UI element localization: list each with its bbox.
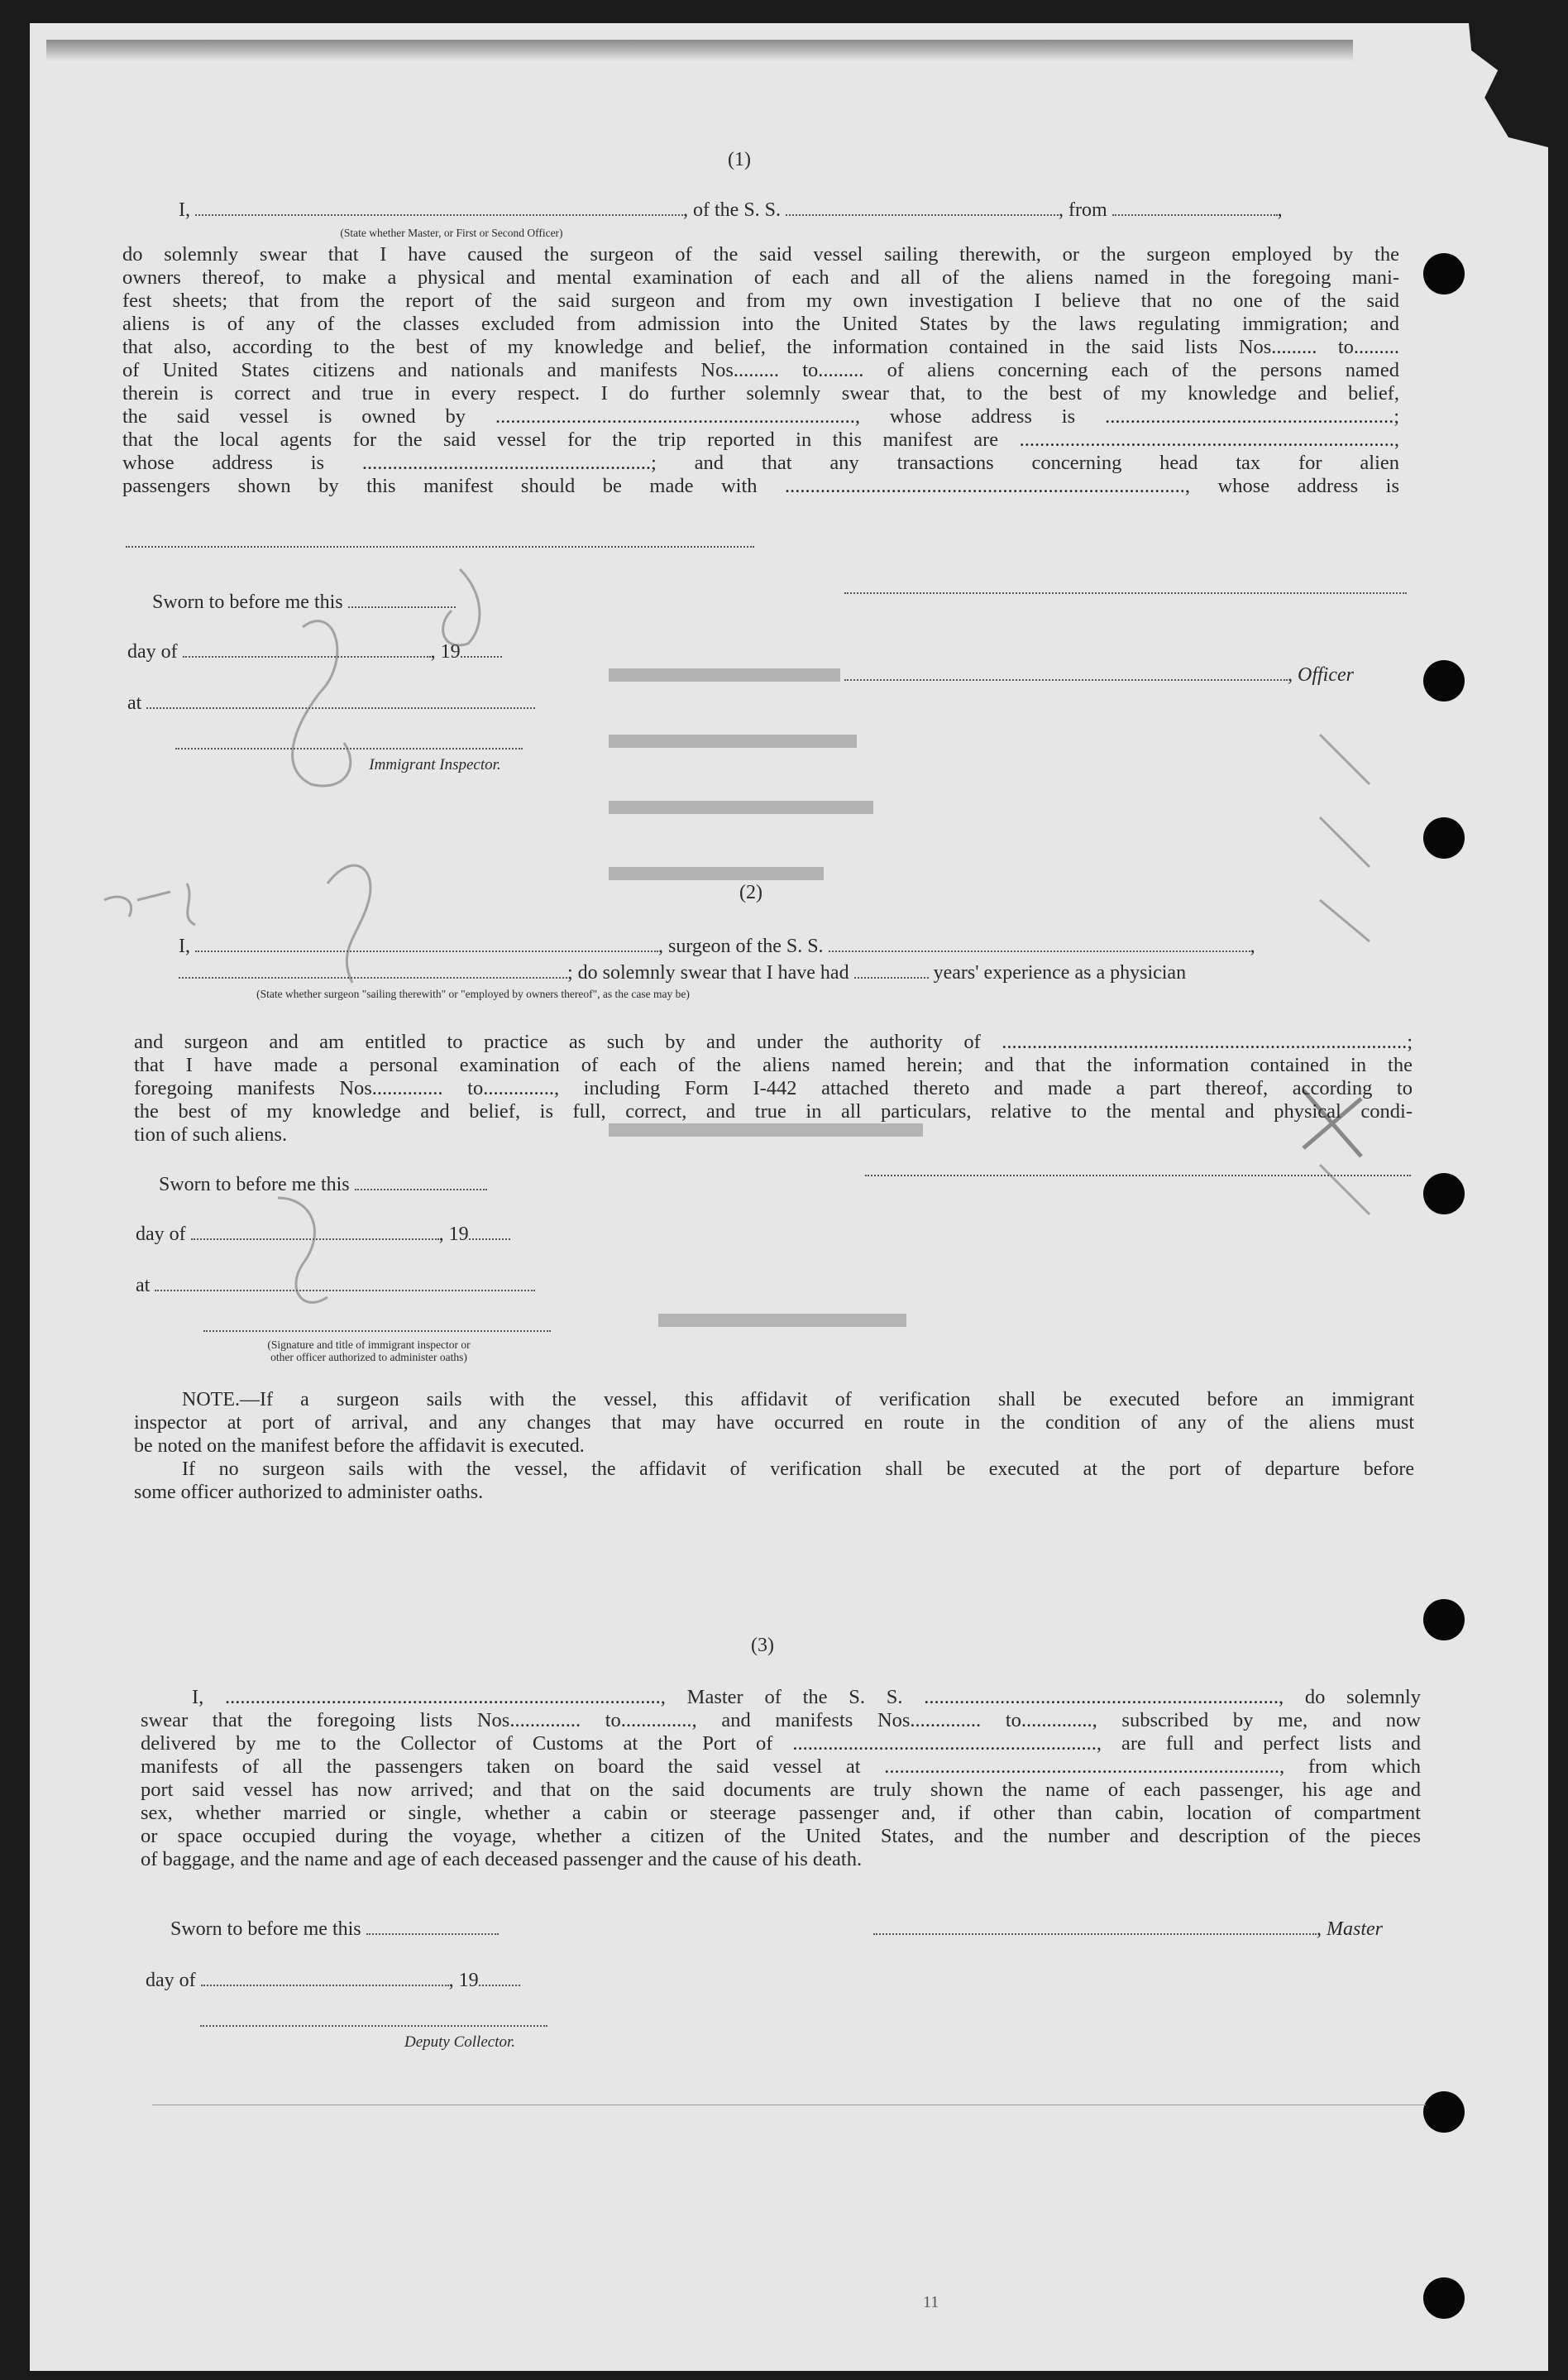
- punct: ,: [1277, 199, 1283, 221]
- label-from: , from: [1059, 199, 1107, 221]
- at-line-2: [136, 1274, 535, 1297]
- address-rule: [126, 546, 754, 548]
- oath-line: swear that the foregoing lists Nos.............. to.............., and manifests Nos.............. to.............., subscribed by me, and now: [141, 1709, 1421, 1731]
- note-line: If no surgeon sails with the vessel, the affidavit of verification shall be executed at the port of departure before: [182, 1458, 1414, 1480]
- note-paragraph-2: [134, 1458, 1414, 1504]
- officer-signature-rule-1: [844, 592, 1407, 594]
- label-surgeon-of: , surgeon of the S. S.: [658, 936, 824, 957]
- oath-line: manifests of all the passengers taken on board the said vessel at .............................................................................., from which: [141, 1755, 1421, 1778]
- sworn-label: Sworn to before me this: [152, 591, 343, 613]
- section-1-officer-note: (State whether Master, or First or Second Officer): [340, 227, 563, 239]
- punch-hole: [1423, 2091, 1465, 2133]
- section-2-number: (2): [739, 882, 762, 903]
- section-3-number: (3): [751, 1635, 774, 1656]
- faded-typed-text: [609, 735, 857, 748]
- section-1-number: (1): [728, 149, 751, 170]
- year-label: , 19: [438, 1224, 469, 1245]
- oath-line: tion of such aliens.: [134, 1123, 288, 1146]
- section-2-signature-note: [187, 1338, 551, 1363]
- oath-line: port said vessel has now arrived; and that on the said documents are truly shown the name of each passenger, his age and: [141, 1779, 1421, 1801]
- day-of-line-2: [136, 1223, 510, 1246]
- signature-note-line: (Signature and title of immigrant inspector or: [267, 1338, 471, 1351]
- faded-typed-text: [609, 668, 840, 682]
- section-3-oath: [141, 1686, 1421, 1871]
- note-paragraph-1: [134, 1388, 1414, 1458]
- oath-line: passengers shown by this manifest should be made with ..............................................................................., whose address is: [122, 475, 1399, 497]
- sworn-line-3: [170, 1918, 499, 1941]
- faded-typed-text: [609, 867, 824, 880]
- immigrant-inspector-label: Immigrant Inspector.: [369, 756, 501, 773]
- oath-line: the said vessel is owned by ......................................................................., whose address is .........................................................;: [122, 405, 1399, 428]
- sworn-label: Sworn to before me this: [170, 1918, 361, 1940]
- oath-line: I, ......................................................................................, Master of the S. S. ......................................................................, do solemnly: [192, 1686, 1421, 1708]
- label-years: years' experience as a physician: [933, 962, 1187, 984]
- collector-rule: [200, 2025, 547, 2027]
- at-label: at: [136, 1275, 151, 1296]
- punch-hole: [1423, 660, 1465, 702]
- oath-line: owners thereof, to make a physical and mental examination of each and all of the aliens named in the foregoing mani-: [122, 266, 1399, 289]
- oath-line: delivered by me to the Collector of Customs at the Port of ............................................................, are full and perfect lists and: [141, 1732, 1421, 1755]
- oath-line: that I have made a personal examination of each of the aliens named herein; and that the information contained in the: [134, 1054, 1413, 1076]
- oath-line: that also, according to the best of my knowledge and belief, the information contained in the said lists Nos......... to.........: [122, 336, 1399, 358]
- oath-line: of United States citizens and nationals and manifests Nos......... to......... of aliens concerning each of the persons named: [122, 359, 1399, 381]
- sworn-line-1: [152, 591, 456, 614]
- section-2-line-1: [179, 935, 1255, 958]
- punch-hole: [1423, 2277, 1465, 2319]
- oath-line: sex, whether married or single, whether a cabin or steerage passenger and, if other than cabin, location of compartment: [141, 1802, 1421, 1824]
- sworn-label: Sworn to before me this: [159, 1174, 350, 1195]
- section-1-line-1: [179, 199, 1283, 222]
- oath-line: whose address is .........................................................; and that any transactions concerning head tax for alien: [122, 452, 1399, 474]
- oath-line: therein is correct and true in every respect. I do further solemnly swear that, to the best of my knowledge and belief,: [122, 382, 1399, 405]
- oath-line: the best of my knowledge and belief, is full, correct, and true in all particulars, relative to the mental and physical condi-: [134, 1100, 1413, 1123]
- inspector-rule-2: [203, 1330, 551, 1332]
- oath-line: do solemnly swear that I have caused the surgeon of the said vessel sailing therewith, or the surgeon employed by the: [122, 243, 1399, 266]
- master-label: , Master: [1317, 1918, 1383, 1940]
- oath-line: of baggage, and the name and age of each deceased passenger and the cause of his death.: [141, 1848, 863, 1870]
- section-1-oath: [122, 243, 1399, 498]
- document-page: [30, 23, 1548, 2371]
- faded-typed-text: [609, 801, 873, 814]
- sworn-line-2: [159, 1173, 487, 1196]
- torn-corner: [1416, 23, 1548, 147]
- day-of-label: day of: [127, 641, 178, 663]
- deputy-collector-label: Deputy Collector.: [404, 2033, 516, 2051]
- note-line: some officer authorized to administer oaths.: [134, 1482, 484, 1503]
- punch-hole: [1423, 253, 1465, 295]
- page-footer-number: 11: [923, 2293, 939, 2311]
- at-line-1: [127, 692, 535, 715]
- officer-line: [844, 663, 1354, 687]
- year-label: , 19: [448, 1970, 479, 1991]
- surgeon-signature-rule: [865, 1175, 1411, 1176]
- oath-line: fest sheets; that from the report of the said surgeon and from my own investigation I believe that no one of the said: [122, 290, 1399, 312]
- faded-typed-text: [658, 1314, 906, 1327]
- section-2-line-2: [179, 961, 1186, 984]
- section-2-surgeon-note: (State whether surgeon "sailing therewith" or "employed by owners thereof", as the case may be): [256, 988, 690, 1000]
- day-of-label: day of: [136, 1224, 186, 1245]
- label-i: I,: [179, 936, 190, 957]
- day-of-line-1: [127, 640, 502, 663]
- at-label: at: [127, 692, 142, 714]
- signature-note-line: other officer authorized to administer oaths): [270, 1351, 467, 1363]
- day-of-label: day of: [146, 1970, 196, 1991]
- oath-line: or space occupied during the voyage, whether a citizen of the United States, and the number and description of the pieces: [141, 1825, 1421, 1847]
- punch-hole: [1423, 1173, 1465, 1214]
- scan-top-edge: [46, 40, 1353, 61]
- note-line: inspector at port of arrival, and any changes that may have occurred en route in the condition of any of the aliens must: [134, 1412, 1414, 1434]
- pencil-mark: [104, 884, 195, 925]
- punch-hole: [1423, 817, 1465, 859]
- note-line: be noted on the manifest before the affidavit is executed.: [134, 1435, 585, 1457]
- year-label: , 19: [430, 641, 461, 663]
- oath-line: and surgeon and am entitled to practice as such by and under the authority of ................................................................................;: [134, 1031, 1413, 1053]
- inspector-rule: [175, 748, 523, 749]
- punch-hole: [1423, 1599, 1465, 1640]
- oath-line: aliens is of any of the classes excluded from admission into the United States by the laws regulating immigration; and: [122, 313, 1399, 335]
- punct: ,: [1250, 936, 1255, 957]
- oath-line: that the local agents for the said vessel for the trip reported in this manifest are ..........................................................................,: [122, 429, 1399, 451]
- note-line: NOTE.—If a surgeon sails with the vessel, this affidavit of verification shall be executed before an immigrant: [182, 1389, 1414, 1410]
- oath-line: foregoing manifests Nos.............. to.............., including Form I-442 attached thereto and made a part thereof, according to: [134, 1077, 1413, 1099]
- master-line: [873, 1918, 1383, 1941]
- label-swear: ; do solemnly swear that I have had: [567, 962, 849, 984]
- label-i: I,: [179, 199, 190, 221]
- day-of-line-3: [146, 1969, 520, 1992]
- officer-label: , Officer: [1288, 664, 1354, 686]
- label-of-ss: , of the S. S.: [683, 199, 782, 221]
- section-2-oath: [134, 1031, 1413, 1147]
